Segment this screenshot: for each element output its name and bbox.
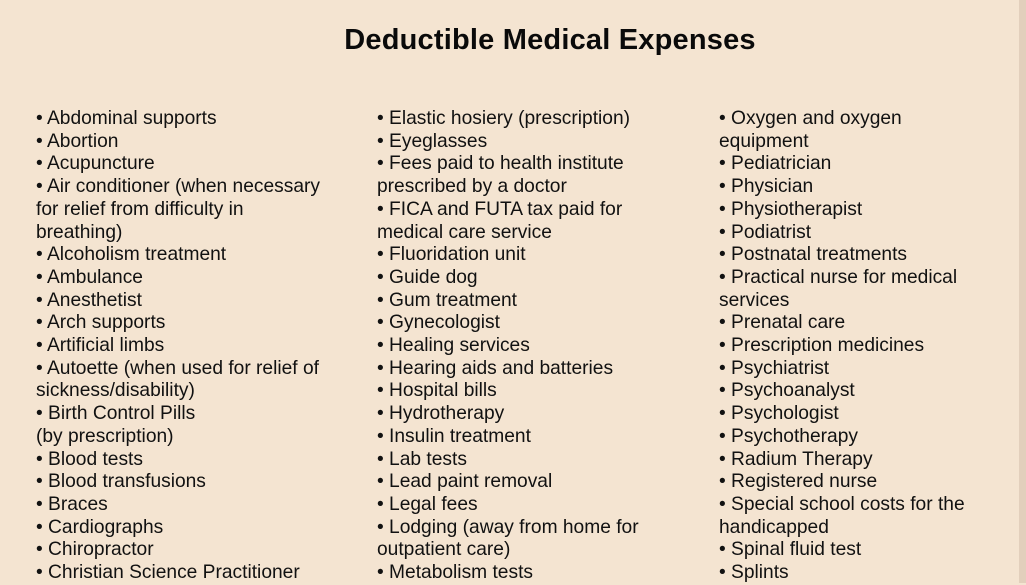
expense-item: • Hearing aids and batteries: [377, 357, 614, 379]
expense-item: • Spinal fluid test: [719, 539, 862, 561]
expense-item: • Psychoanalyst: [719, 380, 855, 402]
expense-item: • Autoette (when used for relief of sickness/disability): [36, 357, 319, 402]
expense-item: • Elastic hosiery (prescription): [377, 108, 631, 129]
expense-item: • Eyeglasses: [377, 130, 488, 152]
expense-item: • Gum treatment: [377, 289, 518, 311]
expense-item: • Prescription medicines: [719, 335, 925, 357]
expense-item: • Lodging (away from home for outpatient care): [377, 516, 639, 561]
expense-item: • Prenatal care: [719, 312, 846, 334]
expense-item: • Blood tests: [36, 448, 143, 470]
expense-item: • Christian Science Practitioner: [36, 562, 300, 584]
expense-item: • Acupuncture: [36, 153, 155, 175]
expense-item: • Ambulance: [36, 266, 143, 288]
expense-item: • Metabolism tests: [377, 562, 534, 584]
expense-item: • Postnatal treatments: [719, 244, 908, 266]
expense-item: • Radium Therapy: [719, 448, 873, 470]
expense-item: • Alcoholism treatment: [36, 244, 227, 266]
expense-item: • Hydrotherapy: [377, 403, 505, 425]
expense-item: • Practical nurse for medical services: [719, 266, 958, 311]
expense-item: • Blood transfusions: [36, 471, 206, 493]
expense-item: • Hospital bills: [377, 380, 497, 402]
expense-item: • Special school costs for the handicapped: [719, 493, 965, 538]
expense-item: • Psychotherapy: [719, 425, 858, 447]
expense-item: • Gynecologist: [377, 312, 500, 334]
expense-item: • Artificial limbs: [36, 335, 165, 357]
expense-item: • Physiotherapist: [719, 198, 863, 220]
expense-item: • Oxygen and oxygen equipment: [719, 108, 902, 152]
expense-item: • Registered nurse: [719, 471, 878, 493]
expense-item: • Splints: [719, 562, 789, 584]
expense-item: • Legal fees: [377, 493, 478, 515]
expense-item: • Abortion: [36, 130, 119, 152]
expense-item: • Physician: [719, 176, 814, 198]
expense-column-3: [719, 108, 1009, 585]
expense-column-1: [36, 108, 351, 585]
slide-title: Deductible Medical Expenses: [344, 24, 756, 56]
expense-item: • FICA and FUTA tax paid for medical care service: [377, 198, 623, 243]
expense-item: • Lab tests: [377, 448, 467, 470]
expense-item: • Arch supports: [36, 312, 166, 334]
expense-item: • Podiatrist: [719, 221, 812, 243]
expense-item: • Fluoridation unit: [377, 244, 526, 266]
expense-item: • Psychiatrist: [719, 357, 830, 379]
expense-item: • Psychologist: [719, 403, 839, 425]
expense-item: • Healing services: [377, 335, 530, 357]
expense-item: • Anesthetist: [36, 289, 142, 311]
expense-item: • Birth Control Pills (by prescription): [36, 403, 196, 447]
expense-item: • Chiropractor: [36, 539, 154, 561]
expense-item: • Fees paid to health institute prescribed by a doctor: [377, 153, 624, 198]
right-edge-strip: [1019, 0, 1026, 583]
expense-item: • Guide dog: [377, 266, 478, 288]
expense-column-2: [377, 108, 677, 585]
expense-item: • Pediatrician: [719, 153, 832, 175]
expense-item: • Cardiographs: [36, 516, 164, 538]
expense-item: • Braces: [36, 493, 108, 515]
expense-item: • Lead paint removal: [377, 471, 553, 493]
expense-item: • Insulin treatment: [377, 425, 531, 447]
expense-item: • Air conditioner (when necessary for relief from difficulty in breathing): [36, 176, 321, 243]
expense-item: • Abdominal supports: [36, 108, 217, 129]
